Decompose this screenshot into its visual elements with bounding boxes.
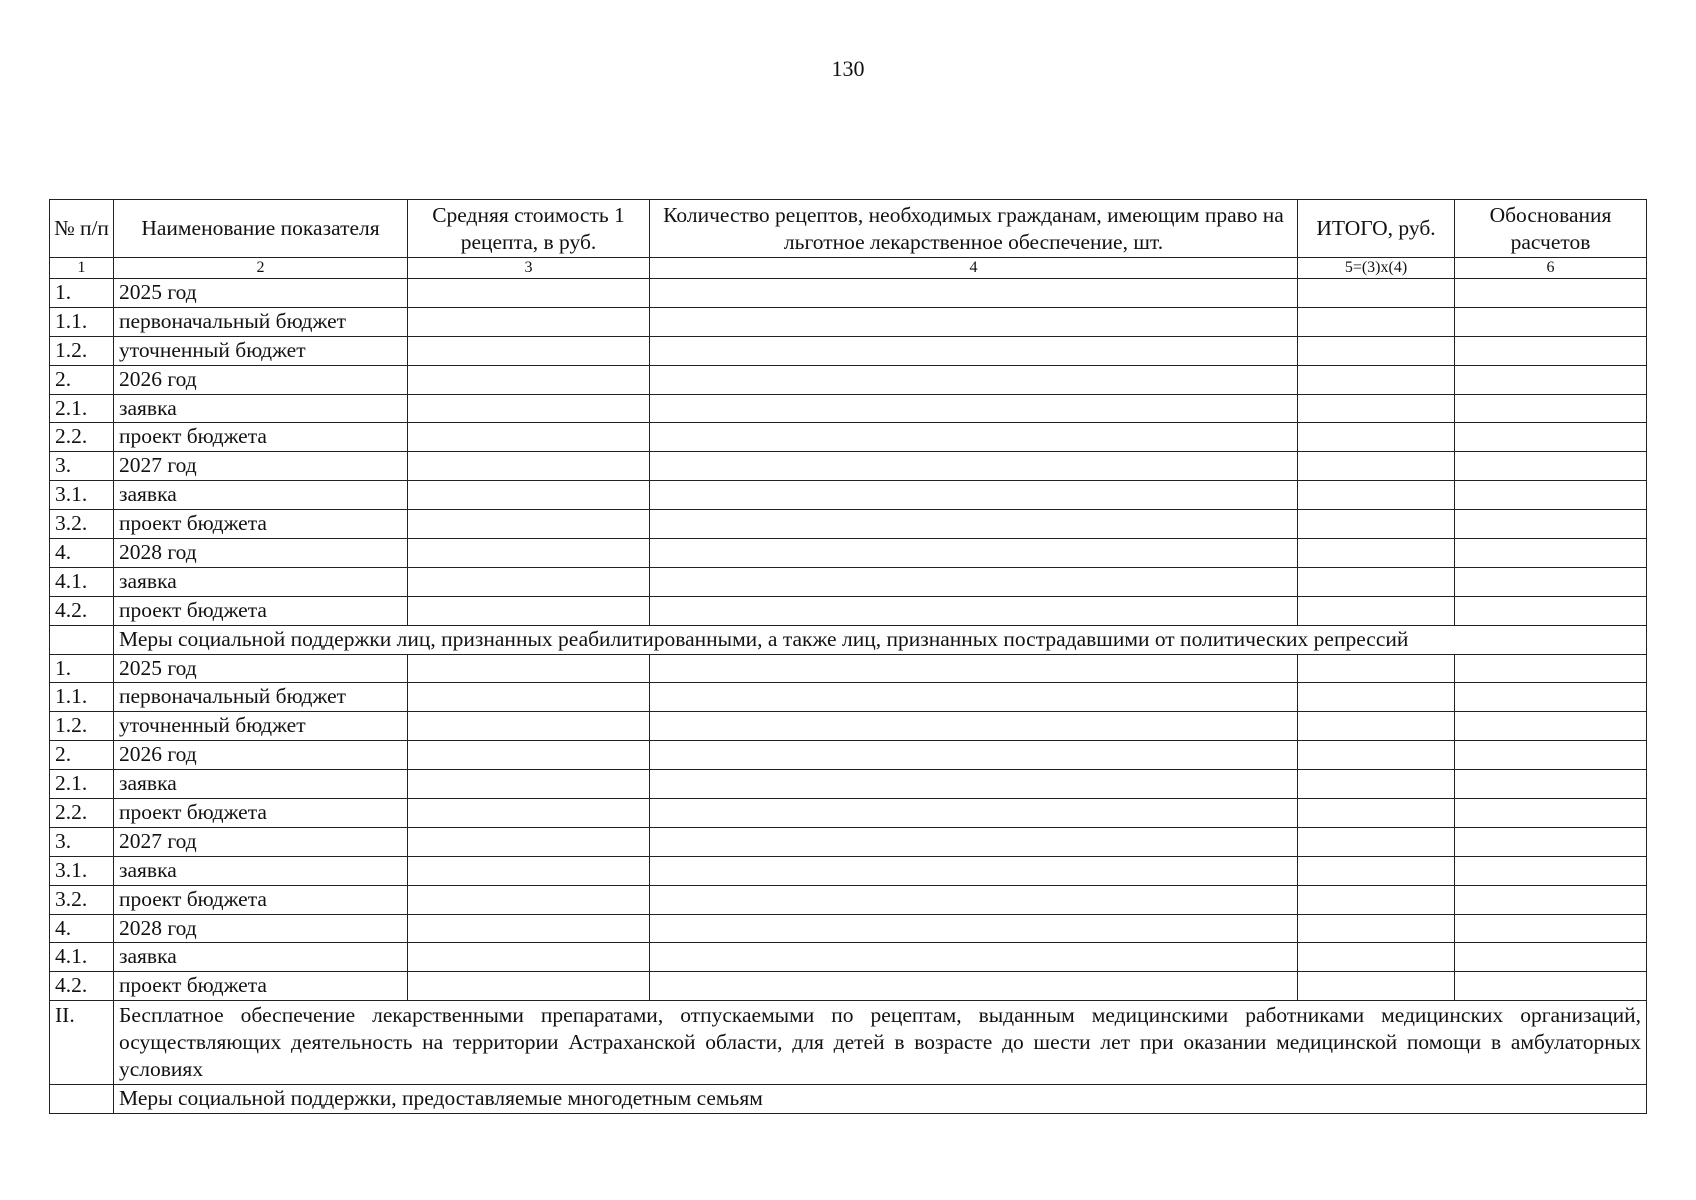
cell-justification <box>1455 539 1647 568</box>
table-row <box>50 307 1647 336</box>
column-number-5: 5=(3)х(4) <box>1298 258 1455 279</box>
table-row <box>50 423 1647 452</box>
row-name: 2027 год <box>114 452 408 481</box>
header-prescriptions-count: Количество рецептов, необходимых гражданам, имеющим право на льготное лекарственное обеспечение, шт. <box>650 200 1298 258</box>
cell-prescriptions-count <box>650 712 1298 741</box>
row-name: заявка <box>114 567 408 596</box>
cell-total <box>1298 567 1455 596</box>
section-row <box>50 1085 1647 1114</box>
cell-justification <box>1455 799 1647 828</box>
cell-prescriptions-count <box>650 885 1298 914</box>
cell-total <box>1298 712 1455 741</box>
header-number: № п/п <box>50 200 114 258</box>
row-number: 4.2. <box>50 596 114 625</box>
cell-justification <box>1455 770 1647 799</box>
header-average-cost: Средняя стоимость 1 рецепта, в руб. <box>408 200 650 258</box>
cell-average-cost <box>408 654 650 683</box>
cell-prescriptions-count <box>650 914 1298 943</box>
cell-justification <box>1455 481 1647 510</box>
cell-prescriptions-count <box>650 365 1298 394</box>
cell-justification <box>1455 510 1647 539</box>
row-number: 1.1. <box>50 683 114 712</box>
cell-average-cost <box>408 943 650 972</box>
cell-prescriptions-count <box>650 452 1298 481</box>
cell-prescriptions-count <box>650 336 1298 365</box>
cell-average-cost <box>408 423 650 452</box>
row-name: заявка <box>114 770 408 799</box>
cell-total <box>1298 539 1455 568</box>
row-name: 2028 год <box>114 914 408 943</box>
table-row <box>50 683 1647 712</box>
cell-prescriptions-count <box>650 741 1298 770</box>
row-number: 4. <box>50 539 114 568</box>
cell-justification <box>1455 394 1647 423</box>
table-row <box>50 827 1647 856</box>
row-name: 2025 год <box>114 279 408 308</box>
section-repressed <box>50 625 1647 654</box>
cell-prescriptions-count <box>650 827 1298 856</box>
cell-total <box>1298 770 1455 799</box>
row-number: 3. <box>50 452 114 481</box>
row-name: уточненный бюджет <box>114 336 408 365</box>
cell-total <box>1298 943 1455 972</box>
cell-justification <box>1455 972 1647 1001</box>
row-name: 2025 год <box>114 654 408 683</box>
column-number-4: 4 <box>650 258 1298 279</box>
cell-average-cost <box>408 683 650 712</box>
row-name: первоначальный бюджет <box>114 683 408 712</box>
cell-prescriptions-count <box>650 481 1298 510</box>
cell-average-cost <box>408 972 650 1001</box>
cell-average-cost <box>408 279 650 308</box>
cell-justification <box>1455 741 1647 770</box>
row-name: 2026 год <box>114 741 408 770</box>
table-row <box>50 279 1647 308</box>
cell-total <box>1298 510 1455 539</box>
column-number-3: 3 <box>408 258 650 279</box>
cell-total <box>1298 336 1455 365</box>
cell-prescriptions-count <box>650 654 1298 683</box>
table-row <box>50 741 1647 770</box>
section-number: II. <box>50 1001 114 1085</box>
cell-prescriptions-count <box>650 799 1298 828</box>
row-name: проект бюджета <box>114 799 408 828</box>
row-number: 2. <box>50 741 114 770</box>
row-number: 3.1. <box>50 481 114 510</box>
table-row <box>50 770 1647 799</box>
cell-total <box>1298 654 1455 683</box>
row-number: 4. <box>50 914 114 943</box>
section-row <box>50 625 1647 654</box>
row-name: заявка <box>114 394 408 423</box>
cell-average-cost <box>408 856 650 885</box>
cell-prescriptions-count <box>650 307 1298 336</box>
cell-justification <box>1455 365 1647 394</box>
row-number: 2. <box>50 365 114 394</box>
cell-justification <box>1455 596 1647 625</box>
cell-total <box>1298 423 1455 452</box>
cell-average-cost <box>408 596 650 625</box>
row-name: проект бюджета <box>114 885 408 914</box>
row-number: 3. <box>50 827 114 856</box>
cell-justification <box>1455 856 1647 885</box>
row-name: заявка <box>114 856 408 885</box>
table-row <box>50 394 1647 423</box>
table-row <box>50 654 1647 683</box>
cell-prescriptions-count <box>650 770 1298 799</box>
table-row <box>50 365 1647 394</box>
cell-justification <box>1455 452 1647 481</box>
table-row <box>50 481 1647 510</box>
cell-prescriptions-count <box>650 943 1298 972</box>
row-name: 2027 год <box>114 827 408 856</box>
page-number: 130 <box>831 56 865 81</box>
table-row <box>50 914 1647 943</box>
cell-justification <box>1455 567 1647 596</box>
cell-total <box>1298 481 1455 510</box>
budget-table <box>49 199 1647 1114</box>
cell-prescriptions-count <box>650 972 1298 1001</box>
row-number: 3.2. <box>50 885 114 914</box>
cell-justification <box>1455 307 1647 336</box>
cell-justification <box>1455 943 1647 972</box>
row-name: заявка <box>114 481 408 510</box>
cell-justification <box>1455 423 1647 452</box>
row-name: 2026 год <box>114 365 408 394</box>
row-number: 2.2. <box>50 799 114 828</box>
table-row <box>50 856 1647 885</box>
cell-average-cost <box>408 770 650 799</box>
row-name: проект бюджета <box>114 423 408 452</box>
cell-total <box>1298 596 1455 625</box>
cell-average-cost <box>408 452 650 481</box>
cell-justification <box>1455 914 1647 943</box>
cell-prescriptions-count <box>650 683 1298 712</box>
row-number: 1.2. <box>50 712 114 741</box>
cell-average-cost <box>408 365 650 394</box>
cell-total <box>1298 914 1455 943</box>
block-1-rows <box>50 279 1647 626</box>
cell-total <box>1298 799 1455 828</box>
cell-total <box>1298 683 1455 712</box>
section-title: Меры социальной поддержки, предоставляемые многодетным семьям <box>114 1085 1647 1114</box>
row-number: 1.1. <box>50 307 114 336</box>
cell-prescriptions-count <box>650 539 1298 568</box>
cell-average-cost <box>408 827 650 856</box>
cell-total <box>1298 856 1455 885</box>
column-number-6: 6 <box>1455 258 1647 279</box>
cell-prescriptions-count <box>650 423 1298 452</box>
cell-average-cost <box>408 799 650 828</box>
cell-average-cost <box>408 394 650 423</box>
cell-prescriptions-count <box>650 394 1298 423</box>
row-name: 2028 год <box>114 539 408 568</box>
cell-average-cost <box>408 539 650 568</box>
row-name: проект бюджета <box>114 972 408 1001</box>
cell-justification <box>1455 712 1647 741</box>
row-number: 2.1. <box>50 770 114 799</box>
table-row <box>50 972 1647 1001</box>
section-number <box>50 1085 114 1114</box>
cell-prescriptions-count <box>650 596 1298 625</box>
cell-total <box>1298 885 1455 914</box>
header-indicator-name: Наименование показателя <box>114 200 408 258</box>
cell-total <box>1298 279 1455 308</box>
section-children <box>50 1001 1647 1114</box>
table-row <box>50 596 1647 625</box>
row-number: 3.1. <box>50 856 114 885</box>
cell-justification <box>1455 885 1647 914</box>
table-row <box>50 943 1647 972</box>
cell-justification <box>1455 279 1647 308</box>
cell-total <box>1298 972 1455 1001</box>
section-title: Меры социальной поддержки лиц, признанных реабилитированными, а также лиц, признанных пострадавшими от политических репрессий <box>114 625 1647 654</box>
table-row <box>50 799 1647 828</box>
table-row <box>50 712 1647 741</box>
row-number: 1. <box>50 279 114 308</box>
cell-prescriptions-count <box>650 510 1298 539</box>
table-row <box>50 539 1647 568</box>
table-row <box>50 452 1647 481</box>
cell-average-cost <box>408 336 650 365</box>
cell-average-cost <box>408 510 650 539</box>
cell-average-cost <box>408 741 650 770</box>
row-number: 4.2. <box>50 972 114 1001</box>
section-number <box>50 625 114 654</box>
cell-justification <box>1455 336 1647 365</box>
row-name: заявка <box>114 943 408 972</box>
row-number: 1.2. <box>50 336 114 365</box>
cell-total <box>1298 394 1455 423</box>
section-title: Бесплатное обеспечение лекарственными препаратами, отпускаемыми по рецептам, выданным медицинскими работниками медицинских организаций, осуществляющих деятельность на территории Астраханской области, для детей в возрасте до шести лет при оказании медицинской помощи в амбулаторных условиях <box>114 1001 1647 1085</box>
cell-average-cost <box>408 712 650 741</box>
table-row <box>50 567 1647 596</box>
row-number: 4.1. <box>50 567 114 596</box>
cell-average-cost <box>408 307 650 336</box>
cell-average-cost <box>408 567 650 596</box>
block-2-rows <box>50 654 1647 1001</box>
cell-total <box>1298 827 1455 856</box>
table-row <box>50 510 1647 539</box>
cell-average-cost <box>408 481 650 510</box>
cell-prescriptions-count <box>650 567 1298 596</box>
cell-prescriptions-count <box>650 856 1298 885</box>
cell-total <box>1298 365 1455 394</box>
section-row <box>50 1001 1647 1085</box>
cell-average-cost <box>408 914 650 943</box>
row-number: 3.2. <box>50 510 114 539</box>
cell-total <box>1298 741 1455 770</box>
row-number: 2.1. <box>50 394 114 423</box>
row-number: 1. <box>50 654 114 683</box>
row-name: проект бюджета <box>114 596 408 625</box>
row-name: уточненный бюджет <box>114 712 408 741</box>
table-row <box>50 885 1647 914</box>
cell-total <box>1298 307 1455 336</box>
row-number: 2.2. <box>50 423 114 452</box>
column-numbers-row <box>50 258 1647 279</box>
column-number-2: 2 <box>114 258 408 279</box>
table-header-row <box>50 200 1647 258</box>
cell-average-cost <box>408 885 650 914</box>
row-name: проект бюджета <box>114 510 408 539</box>
cell-justification <box>1455 654 1647 683</box>
cell-justification <box>1455 683 1647 712</box>
row-number: 4.1. <box>50 943 114 972</box>
cell-total <box>1298 452 1455 481</box>
row-name: первоначальный бюджет <box>114 307 408 336</box>
cell-justification <box>1455 827 1647 856</box>
header-justification: Обоснования расчетов <box>1455 200 1647 258</box>
header-total: ИТОГО, руб. <box>1298 200 1455 258</box>
table-row <box>50 336 1647 365</box>
cell-prescriptions-count <box>650 279 1298 308</box>
column-number-1: 1 <box>50 258 114 279</box>
